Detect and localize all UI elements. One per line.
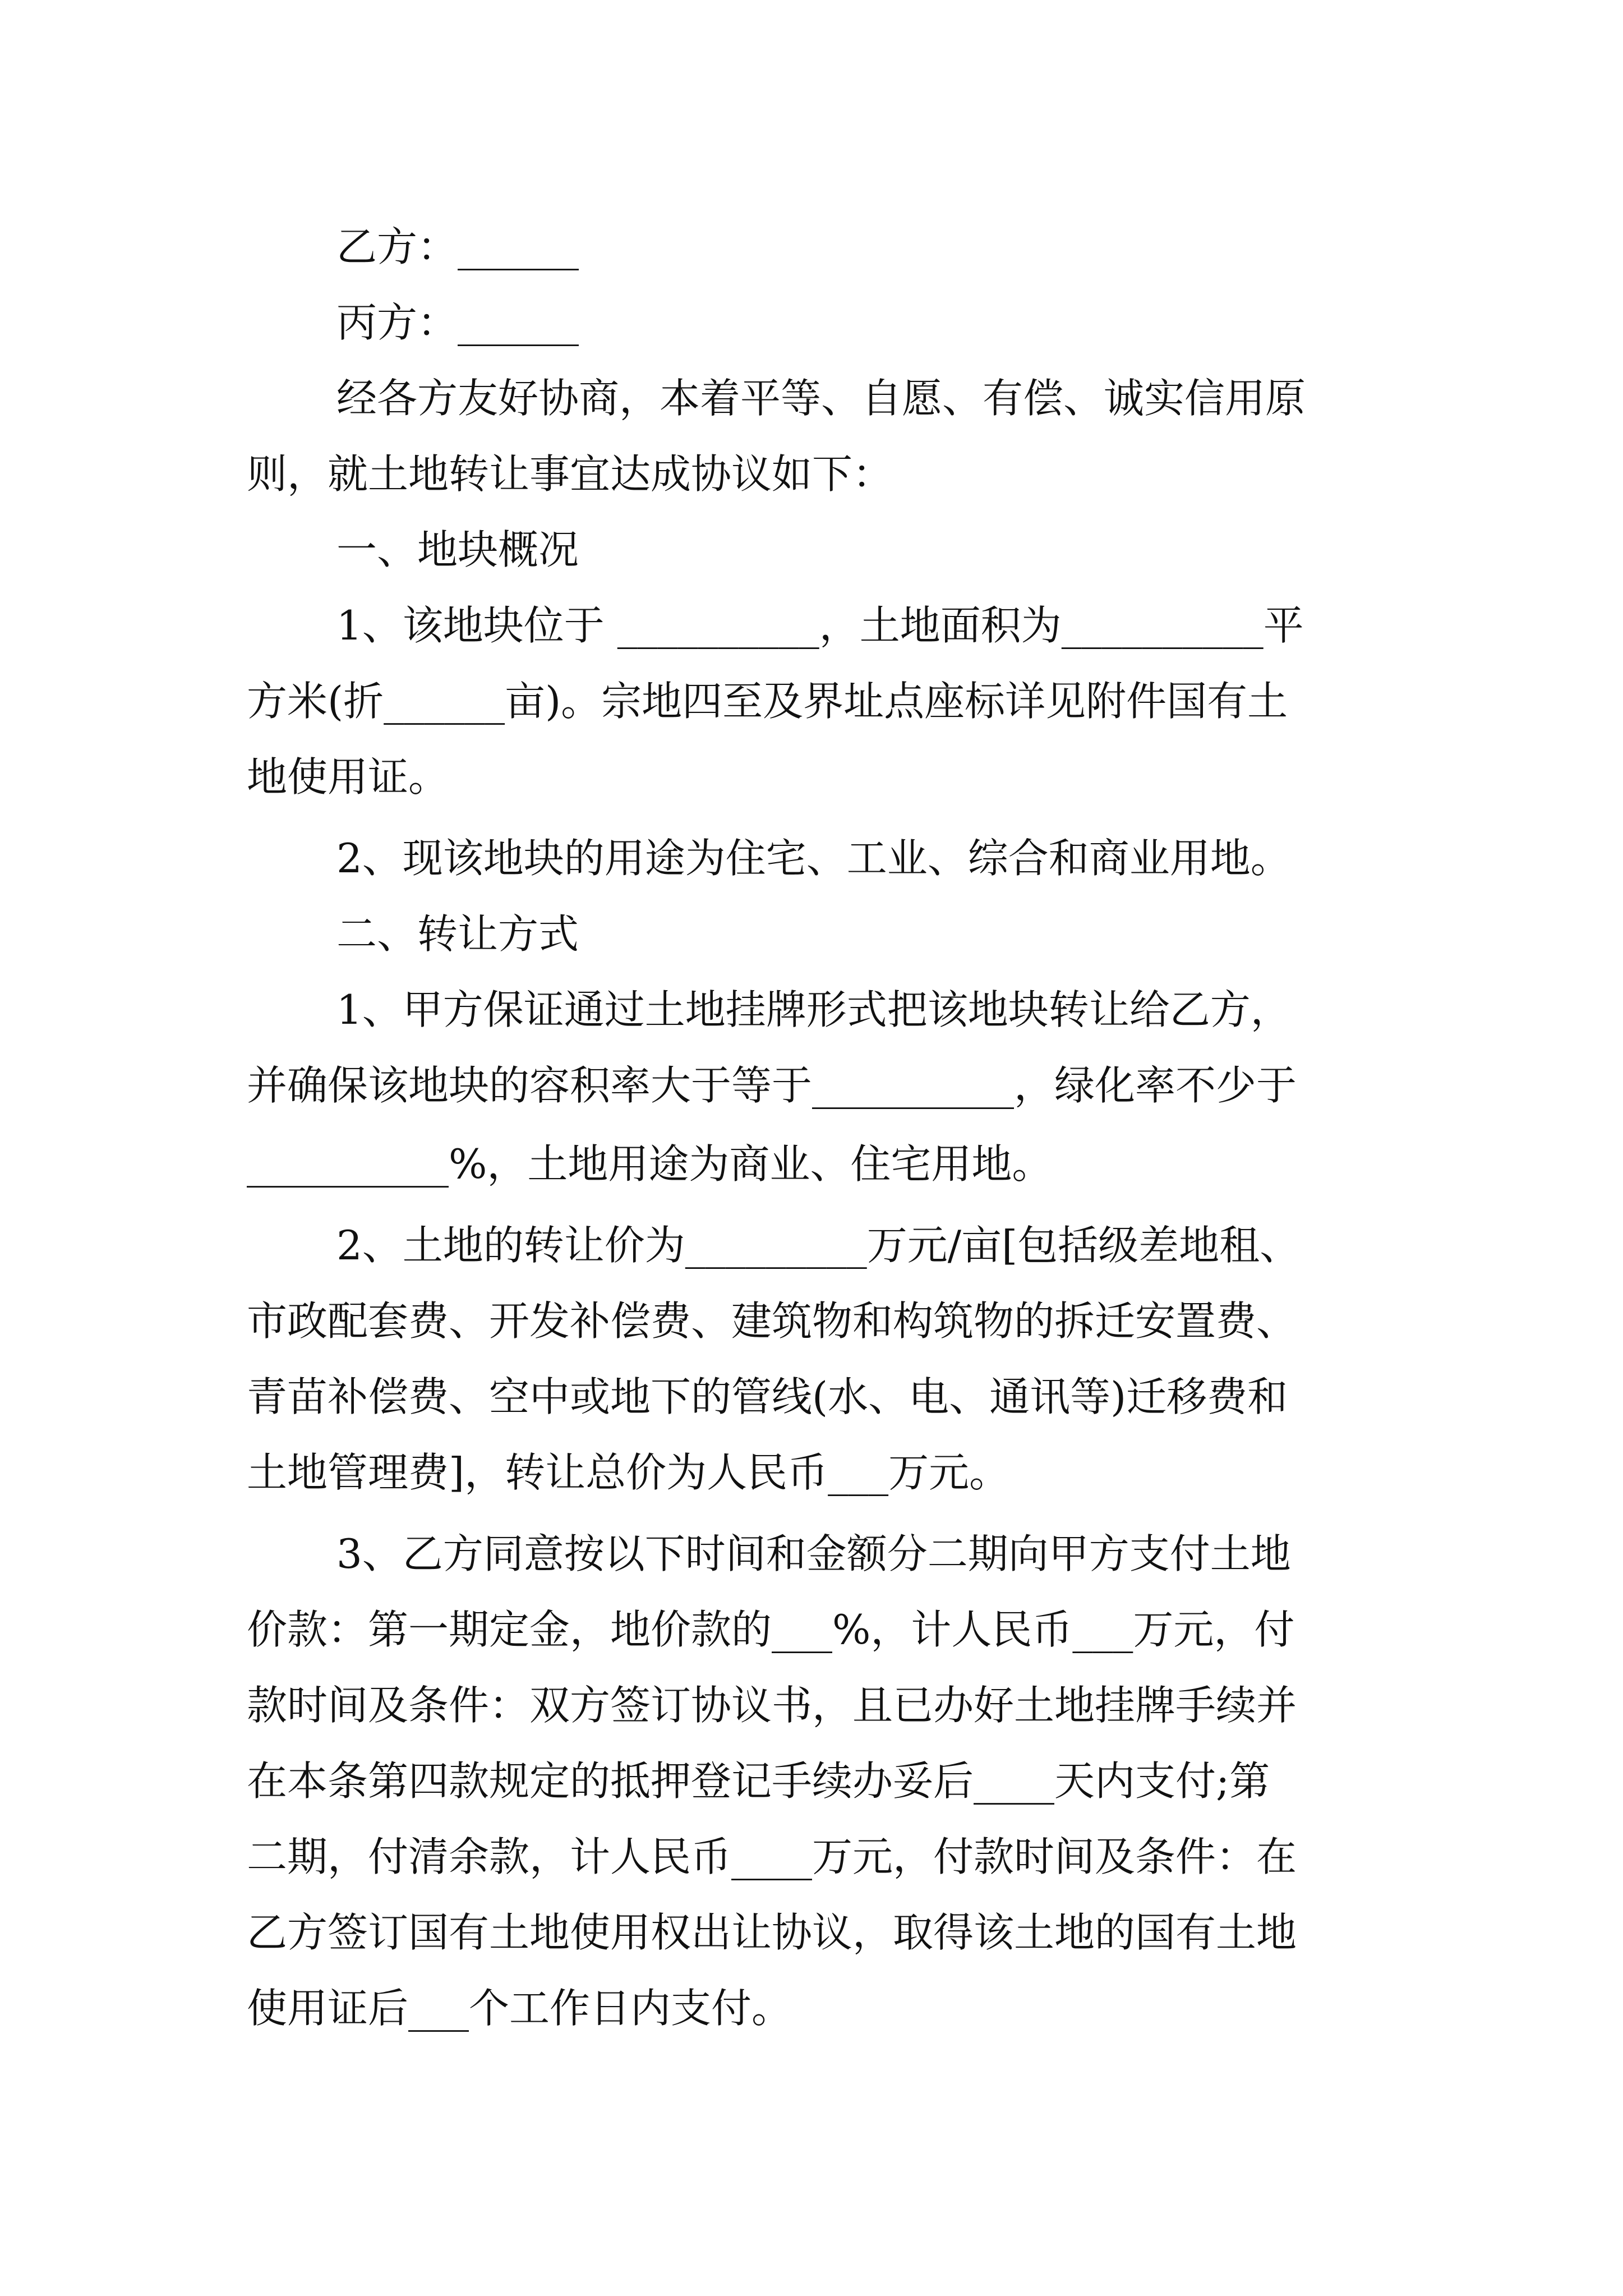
line-clause-2-3c: 款时间及条件：双方签订协议书，且已办好土地挂牌手续并: [247, 1682, 1297, 1729]
line-clause-2-2d: 土地管理费]，转让总价为人民币___万元。: [247, 1449, 1010, 1496]
line-clause-1-1c: 地使用证。: [247, 753, 449, 800]
line-clause-2-1c: __________%，土地用途为商业、住宅用地。: [247, 1140, 1053, 1188]
line-section-2-heading: 二、转让方式: [336, 910, 579, 958]
line-clause-1-1a: 1、该地块位于 __________，土地面积为__________平: [336, 602, 1304, 649]
line-clause-2-3b: 价款：第一期定金，地价款的___%，计人民币___万元，付: [247, 1606, 1295, 1653]
line-clause-1-2: 2、现该地块的用途为住宅、工业、综合和商业用地。: [336, 835, 1291, 882]
line-preamble-2: 则，就土地转让事宜达成协议如下：: [247, 450, 893, 498]
line-party-b: 乙方：______: [336, 223, 579, 270]
line-clause-2-2b: 市政配套费、开发补偿费、建筑物和构筑物的拆迁安置费、: [247, 1297, 1297, 1345]
line-party-c: 丙方：______: [336, 299, 579, 346]
line-clause-2-3g: 使用证后___个工作日内支付。: [247, 1985, 792, 2032]
line-clause-2-1b: 并确保该地块的容积率大于等于__________，绿化率不少于: [247, 1062, 1297, 1109]
line-clause-1-1b: 方米(折______亩)。宗地四至及界址点座标详见附件国有土: [247, 678, 1288, 725]
line-clause-2-2a: 2、土地的转让价为_________万元/亩[包括级差地租、: [336, 1222, 1301, 1269]
line-clause-2-3a: 3、乙方同意按以下时间和金额分二期向甲方支付土地: [336, 1530, 1291, 1577]
line-section-1-heading: 一、地块概况: [336, 526, 579, 573]
line-clause-2-2c: 青苗补偿费、空中或地下的管线(水、电、通讯等)迁移费和: [247, 1373, 1288, 1420]
line-clause-2-3d: 在本条第四款规定的抵押登记手续办妥后____天内支付;第: [247, 1757, 1270, 1805]
line-clause-2-3f: 乙方签订国有土地使用权出让协议，取得该土地的国有土地: [247, 1909, 1297, 1956]
line-clause-2-3e: 二期，付清余款，计人民币____万元，付款时间及条件：在: [247, 1833, 1297, 1880]
line-preamble-1: 经各方友好协商，本着平等、自愿、有偿、诚实信用原: [336, 375, 1306, 422]
line-clause-2-1a: 1、甲方保证通过土地挂牌形式把该地块转让给乙方，: [336, 986, 1291, 1033]
